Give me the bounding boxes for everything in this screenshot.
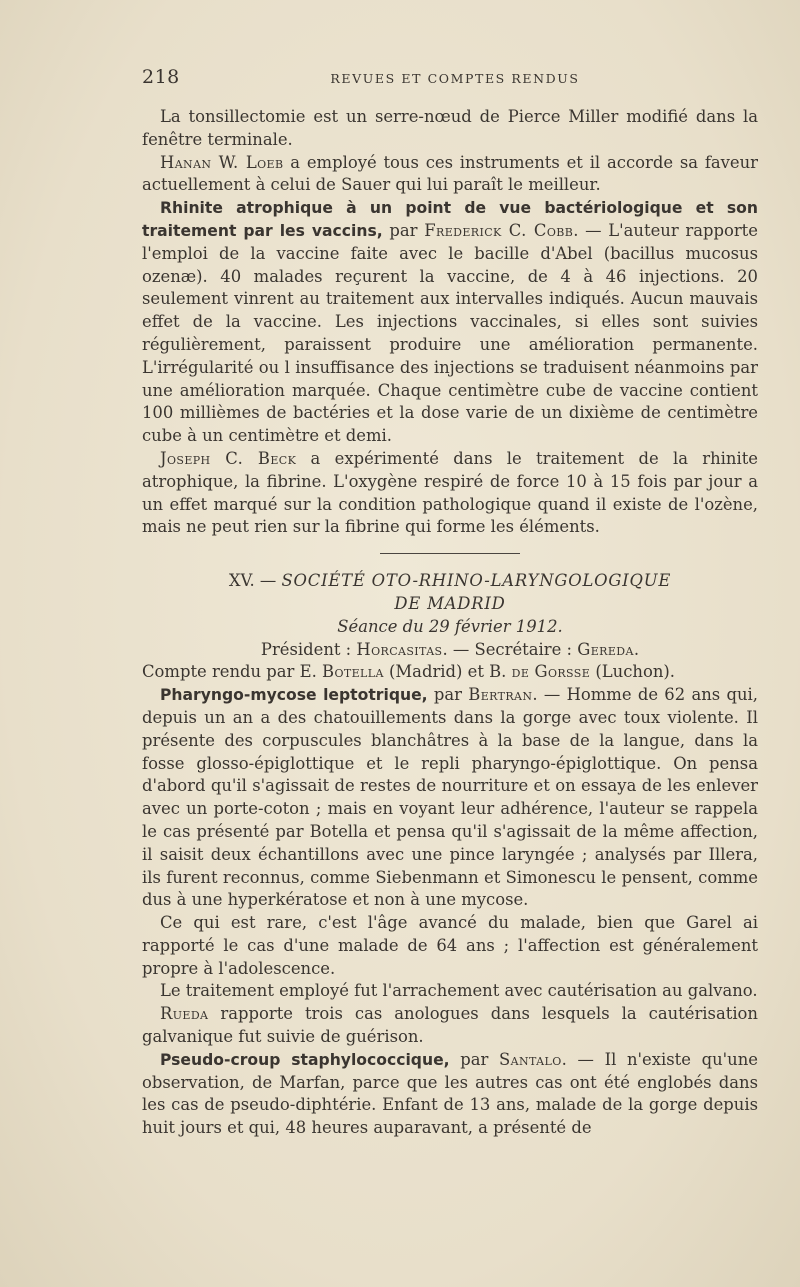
paragraph-pharyngo-mycose [142, 684, 758, 912]
paragraph-text: . — Homme de 62 ans qui, depuis un an a des chatouillements dans la gorge avec toux violente. Il présente des corpuscules blanchâtres à la base de la langue, dans la fosse glosso-épiglottique et le repli pharyngo-épiglottique. On pensa d'abord qu'il s'agissait de restes de nourriture et on essaya de les enlever avec un porte-coton ; mais en voyant leur adhérence, l'auteur se rappela le cas présenté par Botella et pensa qu'il s'agissait de la même affection, il saisit deux échantillons avec une pince laryngée ; analysés par Illera, ils furent reconnus, comme Siebenmann et Simonescu le pensent, comme dus à une hyperkératose et non à une mycose. [142, 685, 758, 910]
running-title: REVUES ET COMPTES RENDUS [330, 71, 580, 86]
connector-text: par [427, 685, 469, 705]
report-text: (Luchon). [590, 662, 675, 682]
section-heading [142, 570, 758, 593]
paragraph-pseudo-croup [142, 1049, 758, 1140]
paragraph-rueda [142, 1003, 758, 1049]
paragraph-text: . — L'auteur rapporte l'emploi de la vaccine faite avec le bacille d'Abel (bacillus mucosus ozenæ). 40 malades reçurent la vaccine, de 4 à 46 injections. 20 seulement vinrent au traitement aux intervalles indiqués. Aucun mauvais effet de la vaccine. Les injections vaccinales, si elles sont suivies régulièrement, paraissent produire une amélioration permanente. L'irrégularité ou l insuffisance des injections se traduisent néanmoins par une amélioration marquée. Chaque centimètre cube de vaccine contient 100 millièmes de bactéries et la dose varie de un dixième de centimètre cube à un centimètre et demi. [142, 220, 758, 446]
paragraph-text: a employé tous ces instruments et il accorde sa faveur actuellement à celui de Sauer qui lui paraît le meilleur. [142, 152, 759, 195]
author-name: Hanan W. Loeb [160, 152, 284, 172]
paragraph-loeb [142, 152, 758, 198]
report-text: Compte rendu par E. [142, 662, 322, 682]
president-label: Président : [260, 639, 357, 659]
author-name: Santalo [499, 1049, 562, 1069]
report-credit [142, 661, 758, 684]
session-date: Séance du 29 février 1912. [337, 616, 563, 636]
paragraph-text: rapporte trois cas anologues dans lesquels la cautérisation galvanique fut suivie de guérison. [142, 1004, 758, 1047]
secretary-label: . — Secrétaire : [442, 639, 578, 659]
paragraph-text: a expérimenté dans le traitement de la rhinite atrophique, la fibrine. L'oxygène respiré de force 10 à 15 fois par jour a un effet marqué sur la condition pathologique quand il existe de l'ozène, mais ne peut rien sur la fibrine qui forme les éléments. [142, 448, 758, 537]
author-name: Frederick C. Cobb [424, 220, 574, 240]
author-name: Bertran [468, 685, 533, 705]
secretary-name: Gereda [577, 639, 634, 659]
report-author: Botella [322, 662, 384, 682]
author-name: Joseph C. Beck [160, 448, 297, 468]
section-title: SOCIÉTÉ OTO-RHINO-LARYNGOLOGIQUE [281, 571, 672, 591]
president-name: Horcasitas [356, 639, 443, 659]
article-title: Pharyngo-mycose leptotrique, [160, 686, 428, 705]
report-author: Gorsse [534, 662, 591, 682]
officers-line [142, 639, 758, 662]
article-body [142, 106, 758, 1140]
paragraph-tonsillectomy: La tonsillectomie est un serre-nœud de Pierce Miller modifié dans la fenêtre terminale. [142, 107, 758, 149]
paragraph-beck [142, 448, 758, 539]
paragraph-text: . — Il n'existe qu'une observation, de Marfan, parce que les autres cas ont été englobés dans les cas de pseudo-diphtérie. Enfant de 13 ans, malade de la gorge depuis huit jours et qui, 48 heures auparavant, a présenté de [142, 1049, 758, 1138]
punctuation: . [633, 639, 640, 659]
section-divider [380, 553, 520, 554]
article-title: Pseudo-croup staphylococcique, [160, 1050, 450, 1069]
report-particle: de [511, 662, 530, 682]
paragraph-rhinite [142, 197, 758, 448]
report-text: (Madrid) et B. [383, 662, 512, 682]
section-title-line2: DE MADRID [394, 593, 506, 613]
article-title: Rhinite atrophique à un point de vue bactériologique et son traitement par les vaccins, [142, 199, 758, 240]
connector-text: par [449, 1049, 500, 1069]
section-number: XV. — [228, 571, 282, 591]
page-number: 218 [142, 66, 180, 88]
connector-text: par [382, 220, 425, 240]
paragraph-treatment: Le traitement employé fut l'arrachement avec cautérisation au galvano. [160, 981, 758, 1001]
page-header [142, 66, 758, 92]
paragraph-age: Ce qui est rare, c'est l'âge avancé du malade, bien que Garel ai rapporté le cas d'une malade de 64 ans ; l'affection est généralement propre à l'adolescence. [142, 913, 758, 978]
author-name: Rueda [160, 1004, 209, 1024]
